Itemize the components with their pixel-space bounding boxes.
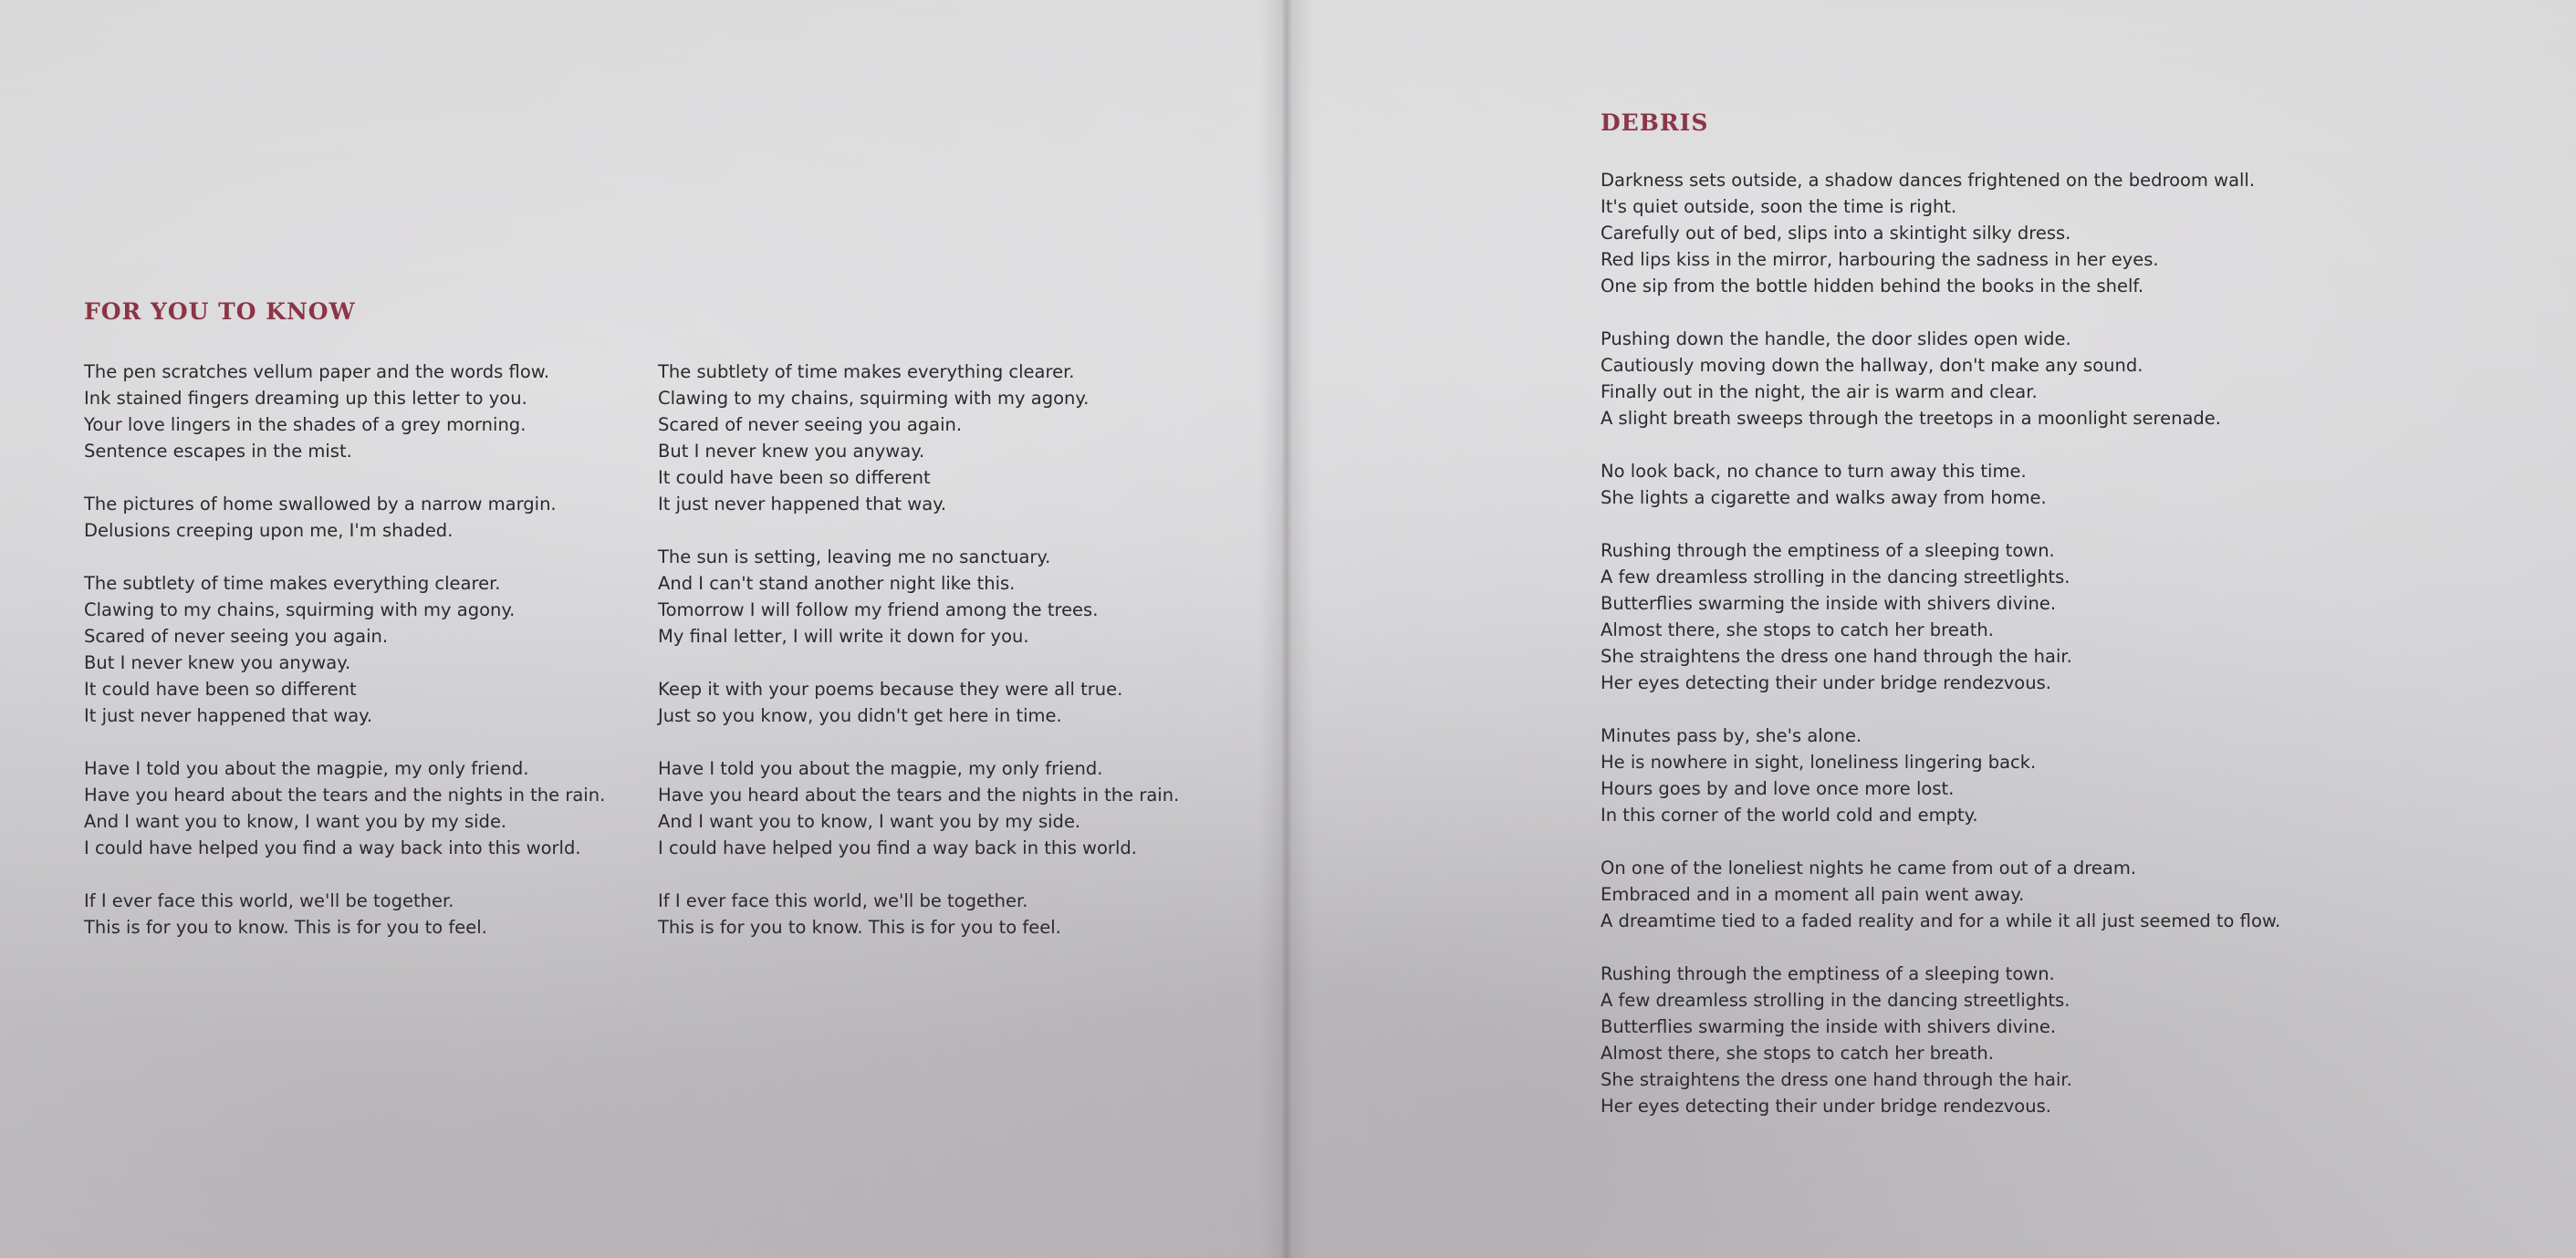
lyric-line: Scared of never seeing you again.: [658, 414, 963, 435]
stanza: [1601, 855, 2280, 934]
lyric-line: But I never knew you anyway.: [84, 652, 351, 673]
lyric-line: One sip from the bottle hidden behind the books in the shelf.: [1601, 276, 2144, 296]
lyric-line: And I want you to know, I want you by my side.: [658, 811, 1081, 832]
lyric-line: The subtlety of time makes everything clearer.: [658, 361, 1075, 382]
lyric-line: The pen scratches vellum paper and the words flow.: [84, 361, 550, 382]
lyric-line: If I ever face this world, we'll be together.: [84, 890, 454, 911]
left-page-column-2: [658, 359, 1179, 967]
lyric-line: Butterflies swarming the inside with shivers divine.: [1601, 1016, 2057, 1037]
lyric-line: Have I told you about the magpie, my only friend.: [658, 758, 1103, 779]
lyric-line: Her eyes detecting their under bridge rendezvous.: [1601, 1096, 2051, 1117]
lyric-line: The sun is setting, leaving me no sanctuary.: [658, 546, 1051, 567]
stanza: [658, 544, 1179, 650]
lyric-line: And I want you to know, I want you by my side.: [84, 811, 507, 832]
lyric-line: Her eyes detecting their under bridge rendezvous.: [1601, 672, 2051, 693]
left-page-column-1: [84, 359, 605, 967]
lyric-line: Scared of never seeing you again.: [84, 626, 389, 647]
lyric-line: She straightens the dress one hand through the hair.: [1601, 1069, 2072, 1090]
lyric-line: This is for you to know. This is for you to feel.: [658, 917, 1061, 938]
stanza: [1601, 961, 2280, 1119]
stanza: [84, 359, 605, 464]
lyric-line: It just never happened that way.: [84, 705, 373, 726]
stanza: [1601, 326, 2280, 431]
lyric-line: Have you heard about the tears and the nights in the rain.: [84, 785, 606, 806]
lyric-line: Sentence escapes in the mist.: [84, 441, 352, 462]
lyric-line: I could have helped you find a way back into this world.: [84, 837, 581, 858]
lyric-line: Minutes pass by, she's alone.: [1601, 725, 1862, 746]
lyric-line: Tomorrow I will follow my friend among the trees.: [658, 599, 1099, 620]
lyric-line: The subtlety of time makes everything clearer.: [84, 573, 501, 594]
stanza: [84, 491, 605, 544]
lyric-line: If I ever face this world, we'll be together.: [658, 890, 1028, 911]
lyric-line: In this corner of the world cold and empty.: [1601, 805, 1978, 826]
lyric-line: Have I told you about the magpie, my only friend.: [84, 758, 529, 779]
right-page-column: [1601, 167, 2280, 1146]
lyric-line: A dreamtime tied to a faded reality and for a while it all just seemed to flow.: [1601, 910, 2281, 931]
lyric-line: Keep it with your poems because they were all true.: [658, 679, 1123, 700]
lyric-line: Delusions creeping upon me, I'm shaded.: [84, 520, 454, 541]
lyric-line: Almost there, she stops to catch her breath.: [1601, 1043, 1994, 1064]
lyric-line: Almost there, she stops to catch her breath.: [1601, 619, 1994, 640]
lyric-line: It just never happened that way.: [658, 494, 947, 515]
lyric-line: This is for you to know. This is for you to feel.: [84, 917, 487, 938]
lyric-line: Just so you know, you didn't get here in time.: [658, 705, 1062, 726]
stanza: [84, 755, 605, 861]
lyric-line: She lights a cigarette and walks away from home.: [1601, 487, 2047, 508]
lyric-line: He is nowhere in sight, loneliness lingering back.: [1601, 752, 2037, 773]
stanza: [84, 570, 605, 729]
lyric-line: Embraced and in a moment all pain went away.: [1601, 884, 2025, 905]
lyric-line: A few dreamless strolling in the dancing streetlights.: [1601, 990, 2070, 1011]
lyric-line: Have you heard about the tears and the nights in the rain.: [658, 785, 1180, 806]
lyric-line: Carefully out of bed, slips into a skintight silky dress.: [1601, 223, 2071, 244]
stanza: [84, 888, 605, 941]
lyric-line: Darkness sets outside, a shadow dances frightened on the bedroom wall.: [1601, 170, 2256, 191]
lyric-line: A slight breath sweeps through the treetops in a moonlight serenade.: [1601, 408, 2222, 429]
lyric-line: Ink stained fingers dreaming up this letter to you.: [84, 388, 527, 409]
stanza: [658, 755, 1179, 861]
lyric-line: And I can't stand another night like this.: [658, 573, 1016, 594]
lyric-line: Pushing down the handle, the door slides open wide.: [1601, 328, 2071, 349]
stanza: [1601, 167, 2280, 299]
lyric-line: I could have helped you find a way back in this world.: [658, 837, 1137, 858]
right-page: [1287, 0, 2576, 1258]
stanza: [658, 676, 1179, 729]
lyric-line: Finally out in the night, the air is warm and clear.: [1601, 381, 2038, 402]
stanza: [658, 359, 1179, 517]
lyric-line: It's quiet outside, soon the time is right.: [1601, 196, 1957, 217]
lyric-line: Clawing to my chains, squirming with my agony.: [84, 599, 516, 620]
stanza: [1601, 458, 2280, 511]
stanza: [1601, 537, 2280, 696]
lyric-line: It could have been so different: [658, 467, 931, 488]
left-page-title: FOR YOU TO KNOW: [84, 298, 356, 325]
left-page: [0, 0, 1287, 1258]
lyric-line: Hours goes by and love once more lost.: [1601, 778, 1955, 799]
lyric-line: My final letter, I will write it down for you.: [658, 626, 1029, 647]
lyric-line: Red lips kiss in the mirror, harbouring the sadness in her eyes.: [1601, 249, 2159, 270]
right-page-title: DEBRIS: [1601, 109, 1709, 136]
lyric-line: A few dreamless strolling in the dancing streetlights.: [1601, 567, 2070, 587]
lyric-line: Your love lingers in the shades of a grey morning.: [84, 414, 527, 435]
lyric-line: Rushing through the emptiness of a sleeping town.: [1601, 540, 2055, 561]
lyric-line: Clawing to my chains, squirming with my agony.: [658, 388, 1090, 409]
lyric-line: But I never knew you anyway.: [658, 441, 925, 462]
lyric-line: The pictures of home swallowed by a narrow margin.: [84, 494, 557, 515]
lyric-line: Butterflies swarming the inside with shivers divine.: [1601, 593, 2057, 614]
lyric-line: Rushing through the emptiness of a sleeping town.: [1601, 963, 2055, 984]
lyric-line: It could have been so different: [84, 679, 357, 700]
stanza: [1601, 723, 2280, 828]
lyric-line: On one of the loneliest nights he came from out of a dream.: [1601, 858, 2137, 879]
stanza: [658, 888, 1179, 941]
lyric-line: She straightens the dress one hand through the hair.: [1601, 646, 2072, 667]
lyric-line: No look back, no chance to turn away this time.: [1601, 461, 2027, 482]
lyric-line: Cautiously moving down the hallway, don't make any sound.: [1601, 355, 2143, 376]
